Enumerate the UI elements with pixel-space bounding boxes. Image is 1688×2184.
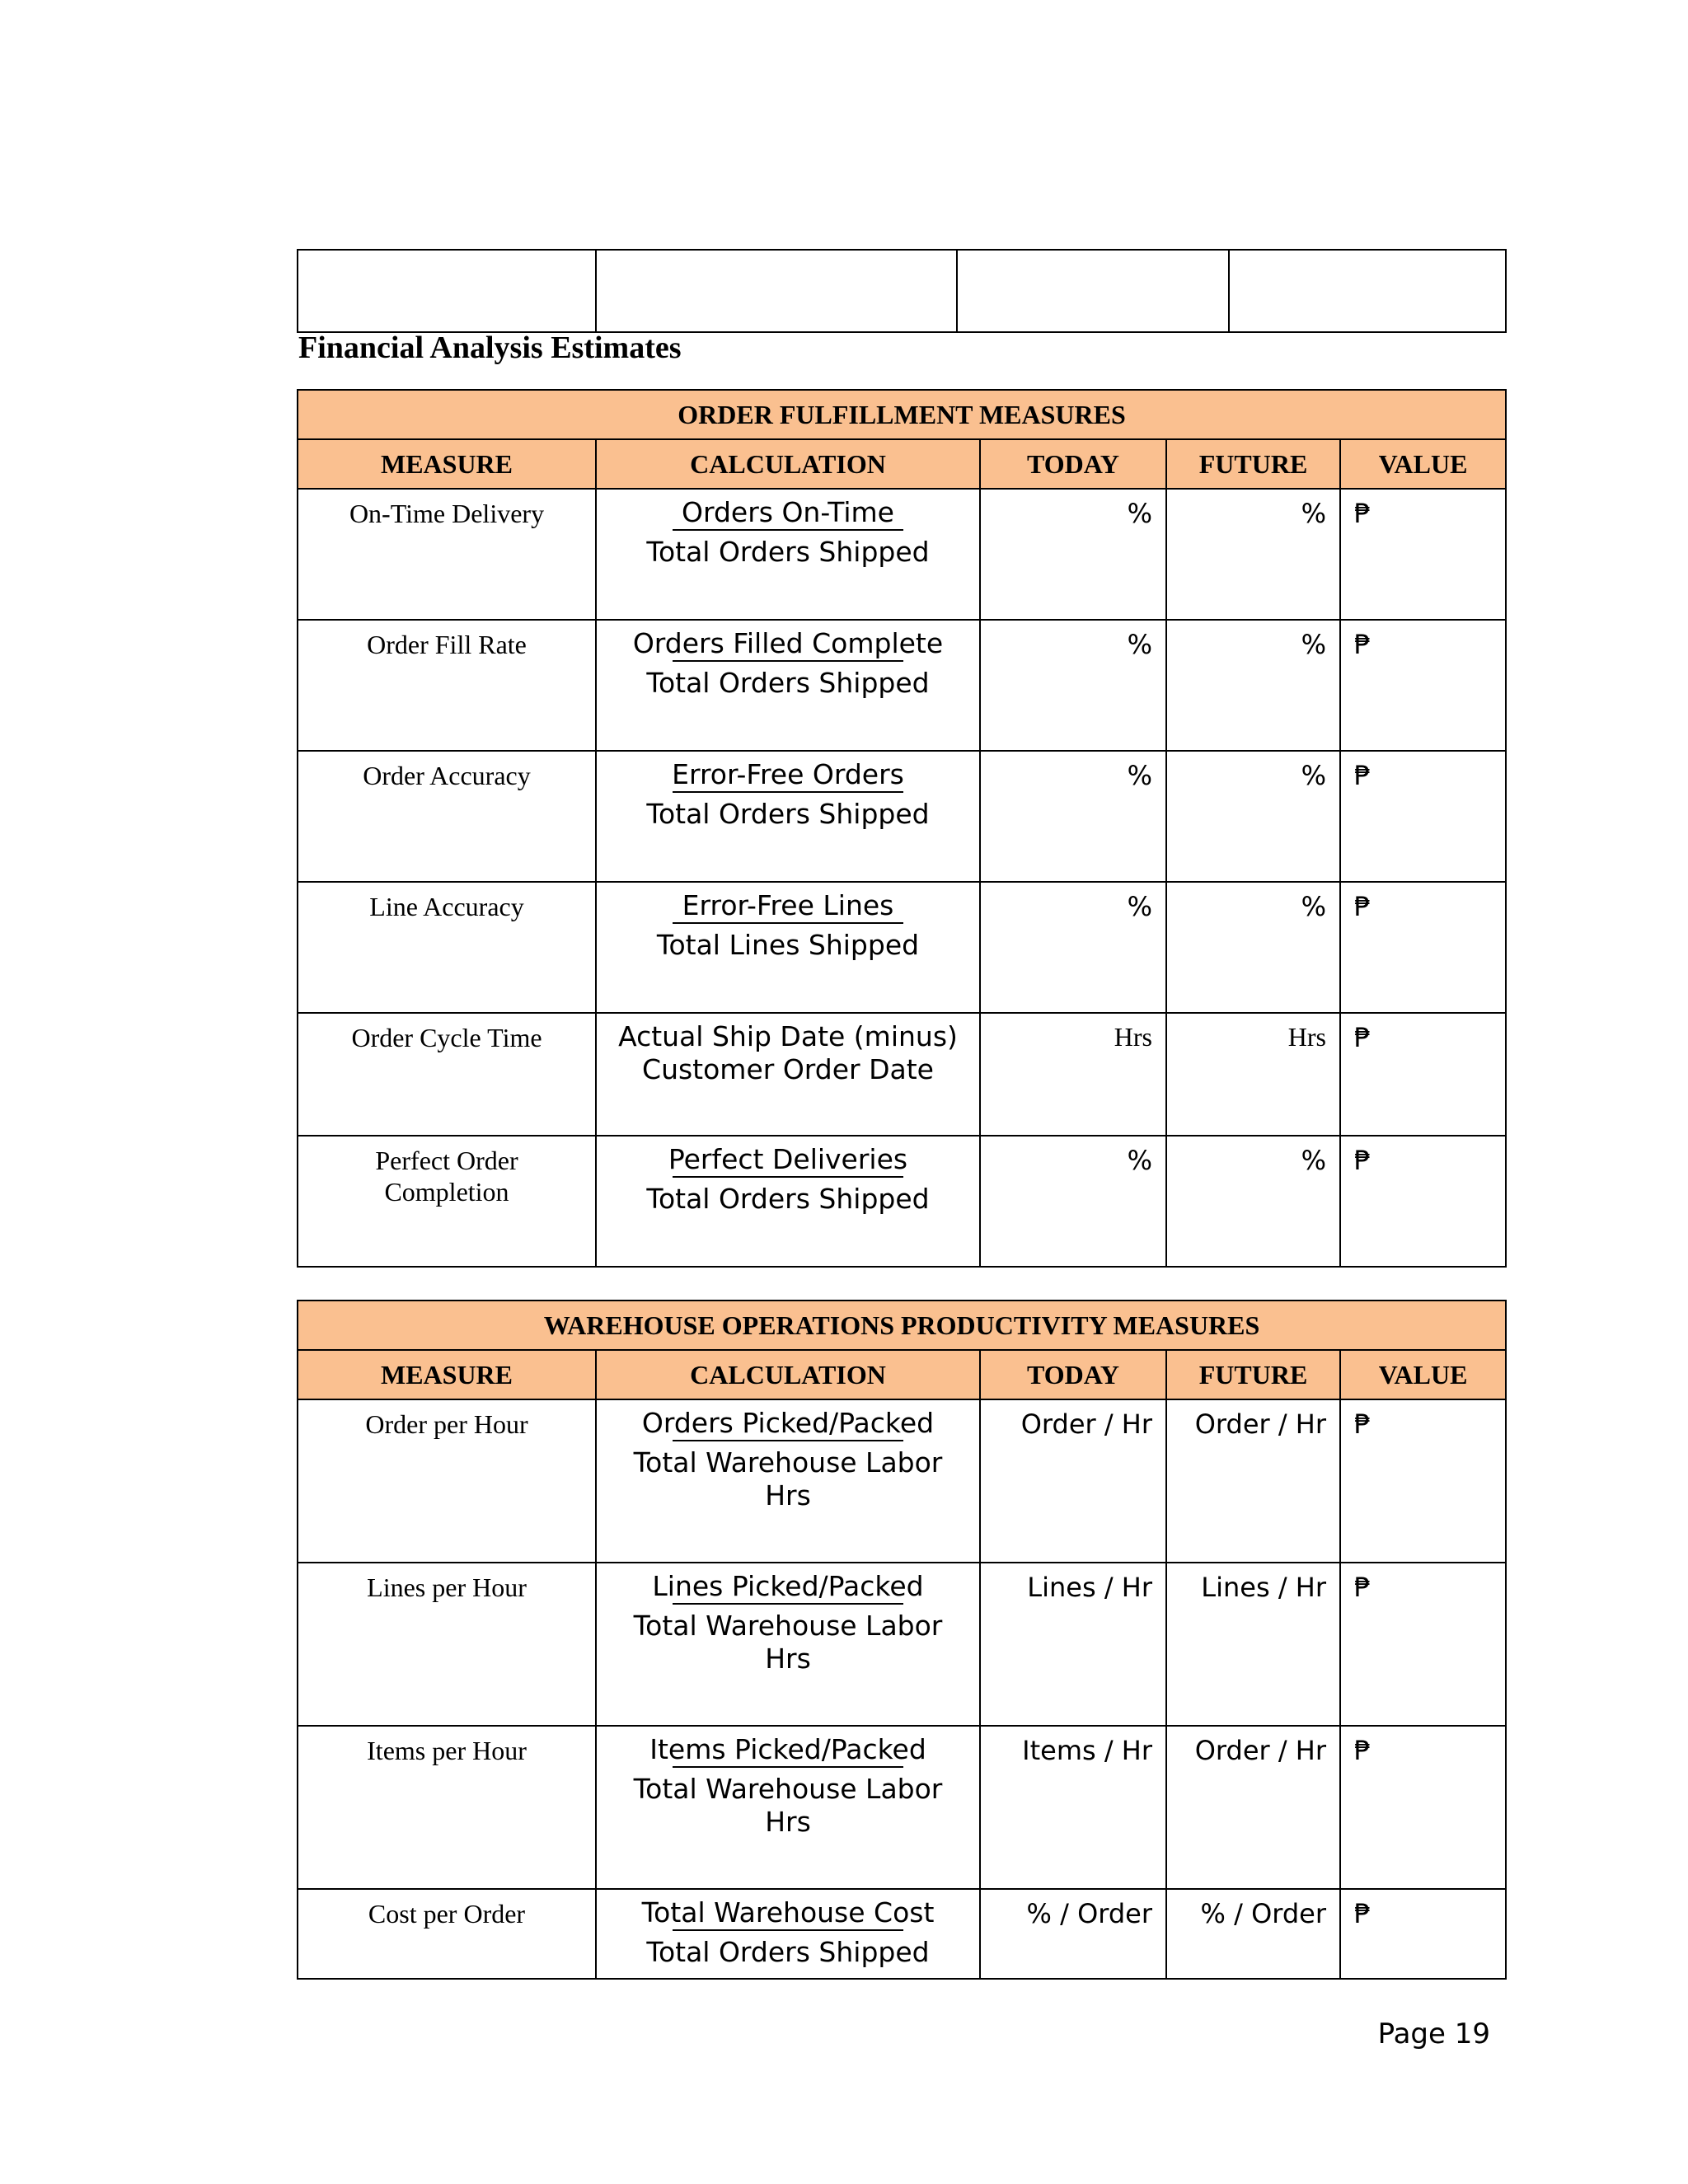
calc-line: Actual Ship Date (minus) [618, 1020, 958, 1052]
future-cell: % [1166, 489, 1340, 620]
empty-cell [957, 250, 1229, 332]
table-title: WAREHOUSE OPERATIONS PRODUCTIVITY MEASURES [298, 1301, 1506, 1350]
today-cell: % [980, 489, 1166, 620]
today-cell: % / Order [980, 1889, 1166, 1979]
calculation-cell [596, 1013, 980, 1136]
measure-cell: Cost per Order [298, 1889, 596, 1979]
today-cell: Items / Hr [980, 1726, 1166, 1889]
measure-cell: Items per Hour [298, 1726, 596, 1889]
measure-cell: Order Accuracy [298, 751, 596, 882]
value-cell: ₱ [1340, 1399, 1506, 1563]
column-header-calculation: CALCULATION [596, 1350, 980, 1399]
measure-cell: Perfect Order Completion [298, 1136, 596, 1267]
empty-table-fragment [297, 249, 1507, 333]
future-cell: % [1166, 1136, 1340, 1267]
column-header-future: FUTURE [1166, 439, 1340, 489]
table-row [298, 1013, 1506, 1136]
column-header-measure: MEASURE [298, 439, 596, 489]
future-cell: Order / Hr [1166, 1726, 1340, 1889]
table-row [298, 1399, 1506, 1563]
calc-numerator: Orders On-Time [682, 496, 894, 528]
future-cell: % [1166, 751, 1340, 882]
measure-cell: Line Accuracy [298, 882, 596, 1013]
calc-denominator: Total Warehouse Labor Hrs [633, 1773, 943, 1838]
future-cell: % [1166, 620, 1340, 751]
fraction-line [673, 1766, 903, 1768]
future-cell: Order / Hr [1166, 1399, 1340, 1563]
table-row [298, 1889, 1506, 1979]
future-cell: Lines / Hr [1166, 1563, 1340, 1726]
calc-denominator: Total Warehouse Labor Hrs [633, 1610, 943, 1675]
measure-cell: Order Fill Rate [298, 620, 596, 751]
fraction-line [673, 791, 903, 793]
calc-numerator: Orders Filled Complete [632, 627, 944, 659]
empty-cell [596, 250, 957, 332]
today-cell: Hrs [980, 1013, 1166, 1136]
order-fulfillment-table [297, 389, 1507, 1268]
calc-numerator: Items Picked/Packed [649, 1733, 926, 1765]
measure-cell: Lines per Hour [298, 1563, 596, 1726]
fraction-line [673, 1176, 903, 1178]
calc-denominator: Total Warehouse Labor Hrs [633, 1446, 943, 1511]
calc-numerator: Error-Free Lines [682, 889, 894, 921]
value-cell: ₱ [1340, 882, 1506, 1013]
column-header-future: FUTURE [1166, 1350, 1340, 1399]
calculation-cell [596, 882, 980, 1013]
calculation-cell [596, 751, 980, 882]
page-number: Page 19 [1377, 2018, 1490, 2050]
fraction-line [673, 1929, 903, 1931]
fraction-line [673, 922, 903, 924]
value-cell: ₱ [1340, 751, 1506, 882]
future-cell: % / Order [1166, 1889, 1340, 1979]
value-cell: ₱ [1340, 1563, 1506, 1726]
table-row [298, 1726, 1506, 1889]
column-header-today: TODAY [980, 439, 1166, 489]
future-cell: % [1166, 882, 1340, 1013]
calc-numerator: Orders Picked/Packed [641, 1407, 935, 1439]
fraction-line [673, 529, 903, 531]
section-title: Financial Analysis Estimates [298, 330, 682, 365]
calc-denominator: Total Orders Shipped [646, 798, 930, 830]
value-cell: ₱ [1340, 1726, 1506, 1889]
column-header-measure: MEASURE [298, 1350, 596, 1399]
table-row [298, 882, 1506, 1013]
calculation-cell [596, 1889, 980, 1979]
table-row [298, 489, 1506, 620]
measure-cell: On-Time Delivery [298, 489, 596, 620]
column-header-calculation: CALCULATION [596, 439, 980, 489]
calculation-cell [596, 1136, 980, 1267]
table-title: ORDER FULFILLMENT MEASURES [298, 390, 1506, 439]
table-row [298, 751, 1506, 882]
calculation-cell [596, 620, 980, 751]
calculation-cell [596, 489, 980, 620]
value-cell: ₱ [1340, 489, 1506, 620]
fraction-line [673, 1603, 903, 1605]
calc-numerator: Lines Picked/Packed [652, 1570, 924, 1602]
calc-numerator: Error-Free Orders [672, 758, 904, 790]
table-row [298, 620, 1506, 751]
column-header-value: VALUE [1340, 439, 1506, 489]
measure-cell: Order per Hour [298, 1399, 596, 1563]
table-row [298, 1563, 1506, 1726]
calc-numerator: Total Warehouse Cost [641, 1896, 935, 1929]
future-cell: Hrs [1166, 1013, 1340, 1136]
today-cell: % [980, 620, 1166, 751]
calc-denominator: Total Orders Shipped [646, 1183, 930, 1215]
fraction-line [673, 660, 903, 662]
table-row [298, 1136, 1506, 1267]
calc-numerator: Perfect Deliveries [668, 1143, 908, 1175]
column-header-value: VALUE [1340, 1350, 1506, 1399]
value-cell: ₱ [1340, 620, 1506, 751]
today-cell: Lines / Hr [980, 1563, 1166, 1726]
today-cell: Order / Hr [980, 1399, 1166, 1563]
calc-denominator: Total Orders Shipped [646, 536, 930, 568]
empty-cell [298, 250, 596, 332]
calc-denominator: Total Orders Shipped [646, 667, 930, 699]
calc-denominator: Total Lines Shipped [656, 929, 920, 961]
today-cell: % [980, 1136, 1166, 1267]
value-cell: ₱ [1340, 1136, 1506, 1267]
calculation-cell [596, 1726, 980, 1889]
calculation-cell [596, 1399, 980, 1563]
value-cell: ₱ [1340, 1889, 1506, 1979]
today-cell: % [980, 751, 1166, 882]
today-cell: % [980, 882, 1166, 1013]
measure-cell: Order Cycle Time [298, 1013, 596, 1136]
fraction-line [673, 1440, 903, 1441]
calc-line: Customer Order Date [642, 1053, 934, 1085]
empty-cell [1229, 250, 1506, 332]
value-cell: ₱ [1340, 1013, 1506, 1136]
calculation-cell [596, 1563, 980, 1726]
warehouse-operations-table [297, 1300, 1507, 1980]
column-header-today: TODAY [980, 1350, 1166, 1399]
calc-denominator: Total Orders Shipped [646, 1936, 930, 1968]
